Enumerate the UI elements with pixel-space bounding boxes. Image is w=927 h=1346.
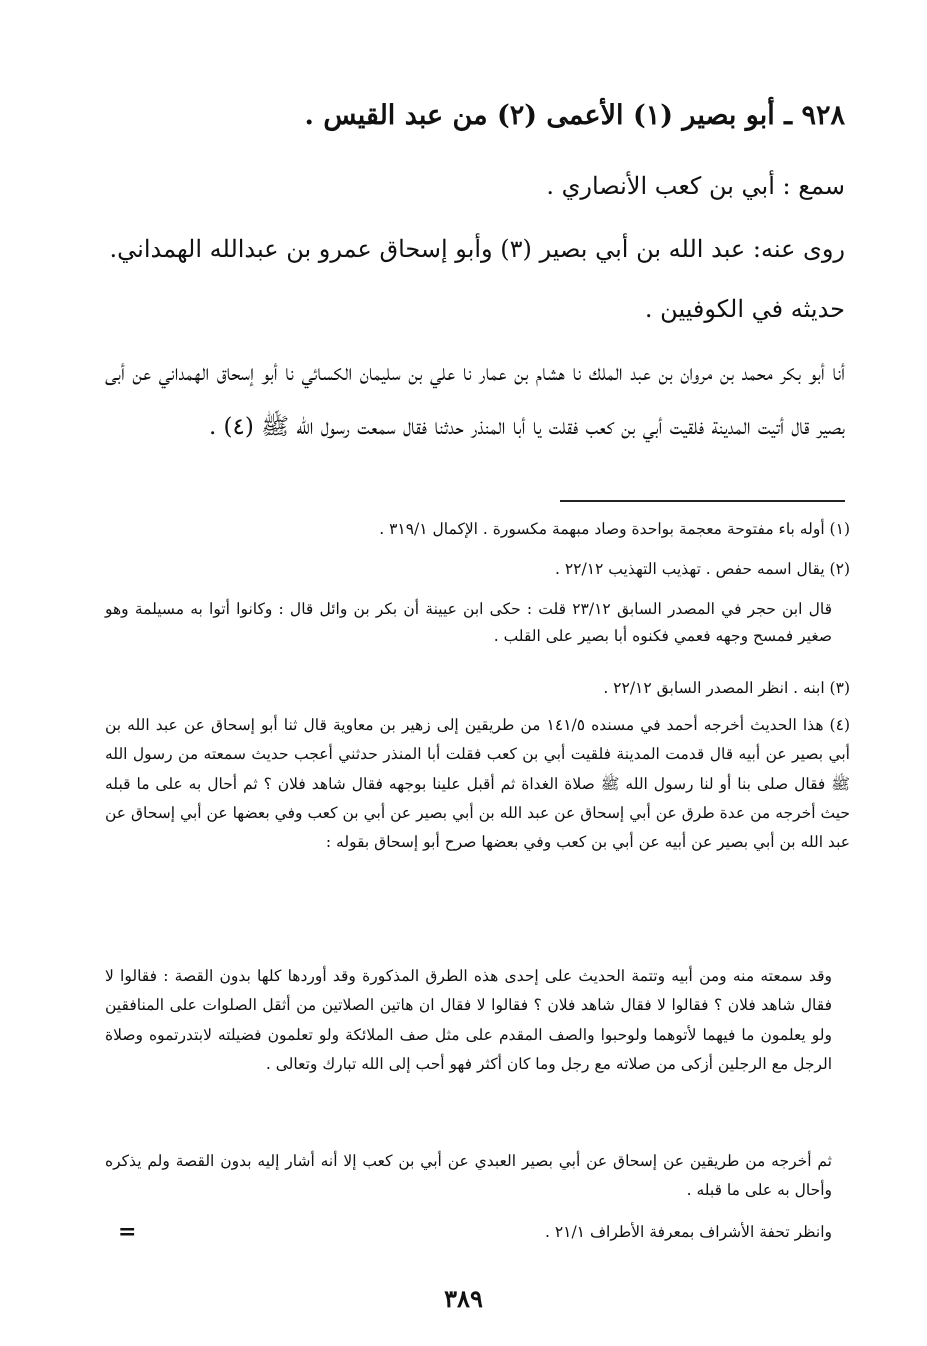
- entry-title: ٩٢٨ ـ أبو بصير (١) الأعمى (٢) من عبد القيس .: [304, 100, 845, 131]
- footnote-separator: [560, 500, 845, 502]
- hadith-location-line: حديثه في الكوفيين .: [644, 295, 845, 323]
- footnote-4-paragraph-4: وانظر تحفة الأشراف بمعرفة الأطراف ٢١/١ .: [544, 1223, 832, 1241]
- footnote-4-paragraph-2: وقد سمعته منه ومن أبيه وتتمة الحديث على إحدى هذه الطرق المذكورة وقد أوردها كلها بدون القصة : فقالوا لا فقال شاهد فلان ؟ فقالوا لا فقال شاهد فلان ؟ فقالوا لا فقال ان هاتين الصلاتين من أثقل الصلوات على المنافقين ولو يعلمون ما فيهما لأتوهما ولوحبوا والصف المقدم على مثل صف الملائكة ولو تعلمون فضيلته لابتدرتموه وصلاة الرجل مع الرجلين أزكى من صلاته مع رجل وما كان أكثر فهو أحب إلى الله تبارك وتعالى .: [105, 967, 832, 1073]
- continuation-mark: =: [118, 1219, 137, 1245]
- narrators-line: روى عنه: عبد الله بن أبي بصير (٣) وأبو إسحاق عمرو بن عبدالله الهمداني.: [109, 235, 845, 263]
- footnote-2: (٢) يقال اسمه حفص . تهذيب التهذيب ٢٢/١٢ .: [554, 560, 850, 578]
- footnote-4: (٤) هذا الحديث أخرجه أحمد في مسنده ١٤١/٥ من طريقين إلى زهير بن معاوية قال ثنا أبو إسحاق عن عبد الله بن أبي بصير عن أبيه قال قدمت المدينة فلقيت أبي بن كعب فقلت أبا المنذر حدثني أعجب حديث سمعته من رسول الله ﷺ فقال صلى بنا أو لنا رسول الله ﷺ صلاة الغداة ثم أقبل علينا بوجهه فقال شاهد فلان ؟ ثم أحال به على ما قبله حيث أخرجه من عدة طرق عن أبي إسحاق عن عبد الله بن أبي بصير عن أبي بن كعب وفي بعضها عن أبي إسحاق عن عبد الله بن أبي بصير عن أبيه عن أبي بن كعب وفي بعضها صرح أبو إسحاق بقوله :: [105, 716, 850, 852]
- footnote-1: (١) أوله باء مفتوحة معجمة بواحدة وصاد مبهمة مكسورة . الإكمال ٣١٩/١ .: [379, 520, 850, 538]
- page-number: ٣٨٩: [444, 1284, 483, 1313]
- heard-from-line: سمع : أبي بن كعب الأنصاري .: [546, 172, 845, 200]
- isnad-paragraph: أنا أبو بكر محمد بن مروان بن عبد الملك نا هشام بن عمار نا علي بن سليمان الكسائي نا أبو إسحاق الهمداني عن أبى بصير قال أتيت المدينة فلقيت أبي بن كعب فقلت يا أبا المنذر حدثنا فقال سمعت رسول الله ﷺ (٤) .: [105, 360, 845, 440]
- footnote-2-continuation: قال ابن حجر في المصدر السابق ٢٣/١٢ قلت : حكى ابن عيينة أن بكر بن وائل قال : وكانوا أتوا به مسيلمة وهو صغير فمسح وجهه فعمي فكنوه أبا بصير على القلب .: [105, 600, 832, 645]
- footnote-4-paragraph-3: ثم أخرجه من طريقين عن إسحاق عن أبي بصير العبدي عن أبي بن كعب إلا أنه أشار إليه بدون القصة ولم يذكره وأحال به على ما قبله .: [105, 1152, 832, 1200]
- footnote-3: (٣) ابنه . انظر المصدر السابق ٢٢/١٢ .: [603, 679, 850, 697]
